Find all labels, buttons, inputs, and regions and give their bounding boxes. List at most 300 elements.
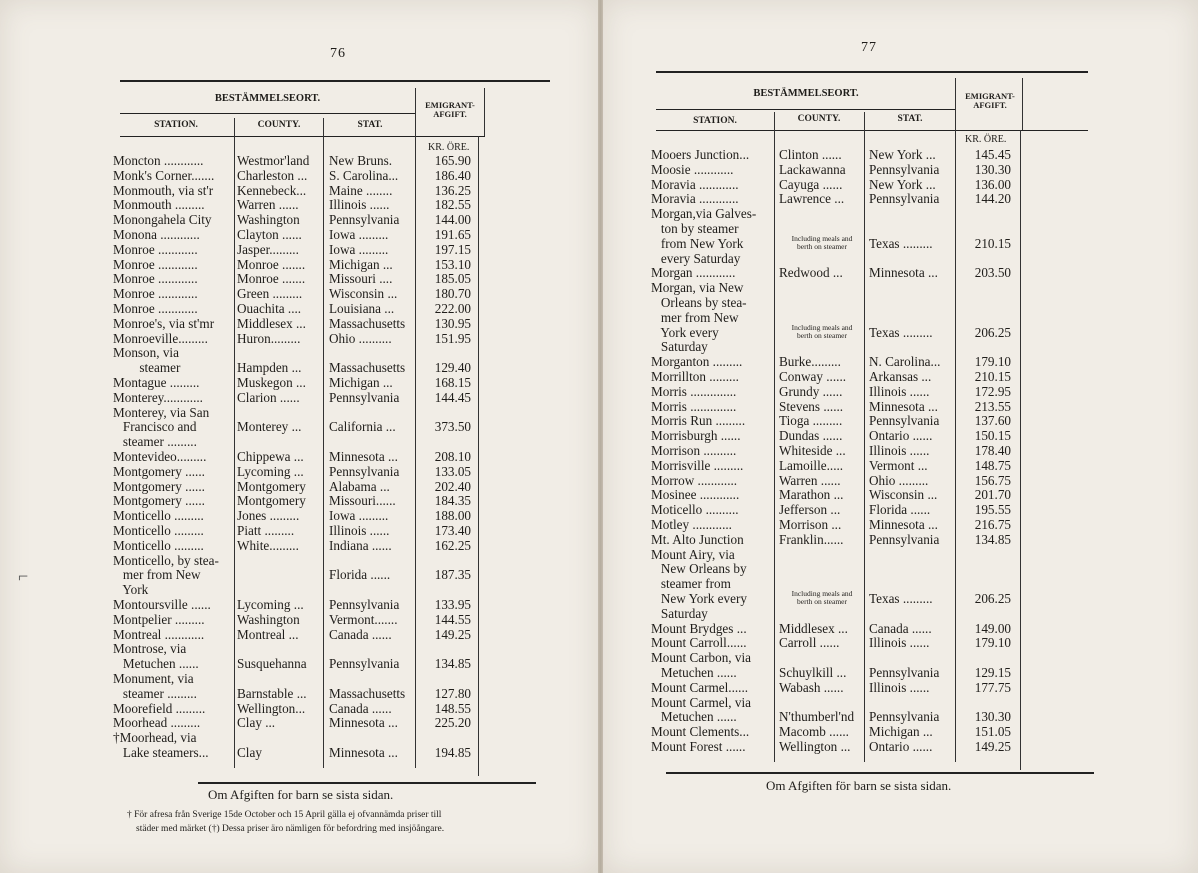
pencil-mark: ⌐ xyxy=(18,566,29,586)
table-row xyxy=(651,739,1023,754)
table-row xyxy=(651,384,1023,399)
county-cell: N'thumberl'nd xyxy=(779,709,855,725)
column-divider xyxy=(1022,78,1023,130)
header-bottom-rule xyxy=(656,130,1088,131)
station-cell: Moorhead ......... xyxy=(113,715,201,731)
table-row xyxy=(651,354,1023,369)
table-row xyxy=(651,517,1023,532)
fee-cell: 148.55 xyxy=(434,700,471,716)
station-cell: Morganton ......... xyxy=(651,354,743,370)
county-cell: Jones ......... xyxy=(237,508,300,524)
table-row xyxy=(113,745,483,760)
county-cell: Chippewa ... xyxy=(237,449,304,464)
meals-note: Including meals and berth on steamer xyxy=(791,590,853,606)
fee-cell: 179.10 xyxy=(974,635,1011,651)
station-cell: Monroe ............ xyxy=(113,286,198,302)
fee-cell: 206.25 xyxy=(974,591,1011,606)
state-cell: Florida ...... xyxy=(869,502,931,518)
table-row xyxy=(113,479,483,494)
station-cell: Montoursville ...... xyxy=(113,597,211,612)
column-divider xyxy=(484,88,485,136)
fee-cell: 130.30 xyxy=(974,161,1011,177)
table-row xyxy=(113,183,483,198)
state-cell: Iowa ......... xyxy=(329,227,389,242)
station-cell: from New York xyxy=(651,235,744,251)
station-cell: Monticello ......... xyxy=(113,508,204,524)
station-cell: steamer xyxy=(113,360,181,376)
county-cell: Clarion ...... xyxy=(237,389,300,405)
station-cell: steamer ......... xyxy=(113,685,197,701)
table-row xyxy=(113,730,483,745)
station-cell: Mount Carroll...... xyxy=(651,635,747,651)
station-cell: Monroe ............ xyxy=(113,271,198,287)
county-cell: Lackawanna xyxy=(779,161,846,177)
state-cell: Illinois ...... xyxy=(869,383,930,399)
state-cell: Wisconsin ... xyxy=(869,487,938,503)
county-cell: Montgomery xyxy=(237,493,306,509)
station-cell: Saturday xyxy=(651,605,708,621)
fee-cell: 191.65 xyxy=(434,227,471,242)
table-row xyxy=(651,177,1023,192)
table-row xyxy=(113,242,483,257)
county-cell: Franklin...... xyxy=(779,531,844,547)
table-row xyxy=(651,473,1023,488)
table-row xyxy=(651,147,1023,162)
table-row xyxy=(651,280,1023,295)
state-cell: New York ... xyxy=(869,176,936,192)
table-bottom-rule xyxy=(198,782,536,784)
county-cell: Stevens ...... xyxy=(779,398,844,414)
county-cell: Muskegon ... xyxy=(237,375,306,390)
fee-cell: 177.75 xyxy=(974,679,1011,695)
county-cell: Monterey ... xyxy=(237,419,302,435)
station-cell: ton by steamer xyxy=(651,221,739,236)
station-cell: steamer from xyxy=(651,576,731,592)
table-row xyxy=(113,656,483,671)
fee-cell: 130.30 xyxy=(974,709,1011,725)
fee-cell: 134.85 xyxy=(974,531,1011,547)
station-cell: York xyxy=(113,582,149,598)
station-cell: Morrillton ......... xyxy=(651,369,739,384)
station-cell: Morrow ............ xyxy=(651,472,738,488)
fee-cell: 187.35 xyxy=(434,567,471,583)
right-page xyxy=(603,0,1198,873)
state-cell: Wisconsin ... xyxy=(329,286,398,302)
county-cell: Middlesex ... xyxy=(237,315,306,331)
page-number: 77 xyxy=(861,40,877,55)
state-cell: Pennsylvania xyxy=(329,389,400,405)
table-row xyxy=(651,532,1023,547)
county-cell: Schuylkill ... xyxy=(779,665,847,680)
state-cell: Texas ......... xyxy=(869,591,933,606)
county-cell: Monroe ....... xyxy=(237,256,306,272)
state-cell: Ontario ...... xyxy=(869,428,933,444)
state-cell: Pennsylvania xyxy=(869,531,940,547)
table-row xyxy=(651,325,1023,340)
state-cell: Minnesota ... xyxy=(869,265,938,281)
state-cell: Massachusetts xyxy=(329,685,406,701)
table-row xyxy=(651,709,1023,724)
state-cell: Vermont ... xyxy=(869,457,928,473)
state-cell: Michigan ... xyxy=(329,375,393,390)
table-row xyxy=(651,251,1023,266)
table-row xyxy=(651,576,1023,591)
county-cell: Clayton ...... xyxy=(237,227,302,242)
state-cell: Ohio ......... xyxy=(869,472,929,488)
state-cell: Louisiana ... xyxy=(329,301,395,316)
station-cell: Metuchen ...... xyxy=(651,709,737,725)
table-row xyxy=(113,197,483,212)
header-divider xyxy=(120,113,415,114)
station-cell: Montevideo......... xyxy=(113,449,207,464)
table-row xyxy=(113,168,483,183)
fee-cell: 136.00 xyxy=(974,176,1011,192)
station-cell: Orleans by stea- xyxy=(651,295,747,310)
station-cell: Mount Carmel, via xyxy=(651,694,751,710)
fee-cell: 178.40 xyxy=(974,443,1011,458)
county-cell: Redwood ... xyxy=(779,265,843,281)
station-header: STATION. xyxy=(154,120,198,130)
station-cell: Monticello ......... xyxy=(113,537,204,553)
station-cell: York every xyxy=(651,324,719,340)
county-cell: Jasper......... xyxy=(237,241,299,257)
footer-note: Om Afgiften for barn se sista sidan. xyxy=(208,787,394,802)
state-cell: Pennsylvania xyxy=(329,597,400,612)
state-cell: New Bruns. xyxy=(329,153,393,168)
county-cell: Dundas ...... xyxy=(779,428,843,444)
county-cell: Barnstable ... xyxy=(237,685,307,701)
fee-cell: 127.80 xyxy=(434,685,471,701)
station-cell: Lake steamers... xyxy=(113,745,209,760)
station-cell: Morrisburgh ...... xyxy=(651,428,741,444)
fee-cell: 185.05 xyxy=(434,271,471,287)
fee-cell: 184.35 xyxy=(434,493,471,509)
state-cell: Maine ........ xyxy=(329,182,393,198)
county-cell: Macomb ...... xyxy=(779,724,849,740)
state-cell: Pennsylvania xyxy=(329,656,400,672)
table-row xyxy=(651,236,1023,251)
station-cell: Moosie ............ xyxy=(651,161,734,177)
table-row xyxy=(651,413,1023,428)
table-row xyxy=(651,606,1023,621)
table-row xyxy=(113,286,483,301)
fee-cell: 145.45 xyxy=(974,147,1011,162)
station-cell: mer from New xyxy=(113,567,201,583)
station-cell: mer from New xyxy=(651,309,739,325)
table-row xyxy=(651,339,1023,354)
station-cell: Monmouth, via st'r xyxy=(113,182,214,198)
table-row xyxy=(113,715,483,730)
state-cell: Alabama ... xyxy=(329,478,390,494)
table-row xyxy=(113,331,483,346)
table-row xyxy=(651,621,1023,636)
table-row xyxy=(651,487,1023,502)
state-cell: Pennsylvania xyxy=(869,709,940,725)
fee-cell: 210.15 xyxy=(974,235,1011,251)
county-cell: Tioga ......... xyxy=(779,413,843,429)
state-cell: Minnesota ... xyxy=(329,745,398,760)
state-cell: Minnesota ... xyxy=(329,449,398,464)
fee-cell: 130.95 xyxy=(434,315,471,331)
fee-cell: 197.15 xyxy=(434,241,471,257)
header-bottom-rule xyxy=(120,136,485,137)
fee-header: EMIGRANT- AFGIFT. xyxy=(965,91,1015,110)
county-cell: Clinton ...... xyxy=(779,147,842,162)
county-cell: Morrison ... xyxy=(779,517,842,532)
table-row xyxy=(113,212,483,227)
table-row xyxy=(113,553,483,568)
station-cell: Monroeville......... xyxy=(113,330,208,346)
table-row xyxy=(113,567,483,582)
table-row xyxy=(113,597,483,612)
table-row xyxy=(651,724,1023,739)
fee-cell: 213.55 xyxy=(974,398,1011,414)
table-top-rule xyxy=(656,71,1088,73)
state-cell: Illinois ...... xyxy=(329,523,390,538)
fee-cell: 202.40 xyxy=(434,478,471,494)
state-cell: Ohio .......... xyxy=(329,330,392,346)
station-cell: Morgan, via New xyxy=(651,280,744,296)
station-cell: Moravia ............ xyxy=(651,191,739,207)
station-cell: Monson, via xyxy=(113,345,179,361)
station-cell: Metuchen ...... xyxy=(113,656,199,672)
table-row xyxy=(651,265,1023,280)
fee-cell: 162.25 xyxy=(434,537,471,553)
table-row xyxy=(651,221,1023,236)
station-cell: Montgomery ...... xyxy=(113,478,205,494)
station-cell: Montague ......... xyxy=(113,375,200,390)
station-cell: Mooers Junction... xyxy=(651,147,750,162)
county-cell: Clay xyxy=(237,745,262,760)
state-cell: Indiana ...... xyxy=(329,537,392,553)
state-cell: Canada ...... xyxy=(329,700,392,716)
station-cell: Motley ............ xyxy=(651,517,732,532)
county-cell: Warren ...... xyxy=(779,472,841,488)
state-cell: Illinois ...... xyxy=(869,635,930,651)
county-cell: Clay ... xyxy=(237,715,276,731)
table-row xyxy=(651,428,1023,443)
fee-cell: 203.50 xyxy=(974,265,1011,281)
state-cell: Pennsylvania xyxy=(869,665,940,680)
table-row xyxy=(651,561,1023,576)
table-row xyxy=(113,434,483,449)
fee-cell: 151.05 xyxy=(974,724,1011,740)
state-cell: Vermont....... xyxy=(329,611,398,627)
state-cell: Illinois ...... xyxy=(329,197,390,213)
county-cell: Grundy ...... xyxy=(779,383,843,399)
county-cell: Jefferson ... xyxy=(779,502,841,518)
fee-cell: 201.70 xyxy=(974,487,1011,503)
station-cell: Mount Brydges ... xyxy=(651,620,747,636)
table-row xyxy=(651,635,1023,650)
state-cell: Minnesota ... xyxy=(329,715,398,731)
state-cell: Pennsylvania xyxy=(869,191,940,207)
county-cell: Washington xyxy=(237,611,300,627)
county-cell: Middlesex ... xyxy=(779,620,848,636)
table-row xyxy=(651,295,1023,310)
destination-header: BESTÄMMELSEORT. xyxy=(753,88,859,99)
fee-cell: 156.75 xyxy=(974,472,1011,488)
county-cell: Warren ...... xyxy=(237,197,299,213)
station-cell: Mosinee ............ xyxy=(651,487,740,503)
state-cell: Texas ......... xyxy=(869,235,933,251)
county-cell: Green ......... xyxy=(237,286,303,302)
fee-cell: 208.10 xyxy=(434,449,471,464)
fee-cell: 188.00 xyxy=(434,508,471,524)
table-top-rule xyxy=(120,80,550,82)
county-cell: Montgomery xyxy=(237,478,306,494)
table-row xyxy=(113,301,483,316)
station-cell: Morgan ............ xyxy=(651,265,736,281)
fee-cell: 225.20 xyxy=(434,715,471,731)
state-cell: N. Carolina... xyxy=(869,354,941,370)
station-cell: Moticello .......... xyxy=(651,502,739,518)
station-cell: Monroe's, via st'mr xyxy=(113,315,215,331)
fee-cell: 133.05 xyxy=(434,463,471,479)
table-row xyxy=(651,547,1023,562)
table-row xyxy=(113,316,483,331)
fee-cell: 186.40 xyxy=(434,167,471,183)
table-row xyxy=(651,458,1023,473)
table-row xyxy=(113,449,483,464)
fee-cell: 134.85 xyxy=(434,656,471,672)
state-header: STAT. xyxy=(897,114,923,124)
table-row xyxy=(113,493,483,508)
station-cell: Mt. Alto Junction xyxy=(651,531,744,547)
meals-note: Including meals and berth on steamer xyxy=(791,234,853,251)
state-cell: Florida ...... xyxy=(329,567,391,583)
fee-header: EMIGRANT- AFGIFT. xyxy=(425,100,475,119)
header-divider xyxy=(656,109,956,110)
station-cell: steamer ......... xyxy=(113,434,197,450)
state-cell: Minnesota ... xyxy=(869,398,938,414)
station-cell: Monterey, via San xyxy=(113,404,210,420)
table-row xyxy=(651,206,1023,221)
station-cell: Saturday xyxy=(651,339,708,355)
station-cell: Monument, via xyxy=(113,671,194,686)
county-header: COUNTY. xyxy=(257,120,301,130)
fee-cell: 129.15 xyxy=(974,665,1011,680)
fee-cell: 151.95 xyxy=(434,330,471,346)
county-cell: Wellington ... xyxy=(779,739,851,754)
station-cell: Montrose, via xyxy=(113,641,187,657)
table-row xyxy=(651,695,1023,710)
fee-cell: 137.60 xyxy=(974,413,1011,429)
county-cell: Susquehanna xyxy=(237,656,307,672)
county-cell: Westmor'land xyxy=(237,153,310,168)
table-row xyxy=(113,686,483,701)
fee-cell: 195.55 xyxy=(974,502,1011,518)
table-row xyxy=(113,627,483,642)
station-cell: Monroe ............ xyxy=(113,256,198,272)
county-cell: Huron......... xyxy=(237,330,301,346)
table-row xyxy=(651,591,1023,606)
station-cell: Monongahela City xyxy=(113,212,212,228)
station-cell: Moorefield ......... xyxy=(113,700,206,716)
table-row xyxy=(113,405,483,420)
table-row xyxy=(113,271,483,286)
station-cell: Morris Run ......... xyxy=(651,413,746,429)
table-row xyxy=(651,502,1023,517)
station-cell: New York every xyxy=(651,591,747,606)
fee-cell: 149.00 xyxy=(974,620,1011,636)
fee-cell: 153.10 xyxy=(434,256,471,272)
fee-cell: 222.00 xyxy=(434,301,471,316)
station-cell: Moncton ............ xyxy=(113,153,204,168)
fee-cell: 179.10 xyxy=(974,354,1011,370)
station-cell: Mount Carmel...... xyxy=(651,679,749,695)
county-cell: Wabash ...... xyxy=(779,679,844,695)
county-cell: Charleston ... xyxy=(237,167,308,183)
table-row xyxy=(113,701,483,716)
station-cell: Montgomery ...... xyxy=(113,493,205,509)
fee-cell: 133.95 xyxy=(434,597,471,612)
table-row xyxy=(651,680,1023,695)
station-cell: Monk's Corner....... xyxy=(113,167,215,183)
table-row xyxy=(651,369,1023,384)
state-cell: Massachusetts xyxy=(329,360,406,376)
table-bottom-rule xyxy=(666,772,1094,774)
station-cell: Montgomery ...... xyxy=(113,463,205,479)
station-cell: Morris .............. xyxy=(651,383,737,399)
station-cell: Morris .............. xyxy=(651,398,737,414)
fee-cell: 144.45 xyxy=(434,389,471,405)
table-row xyxy=(651,399,1023,414)
station-cell: Monticello, by stea- xyxy=(113,552,219,568)
state-cell: New York ... xyxy=(869,147,936,162)
station-cell: Mount Forest ...... xyxy=(651,739,746,754)
station-cell: Moravia ............ xyxy=(651,176,739,192)
table-row xyxy=(651,191,1023,206)
fee-units: KR. ÖRE. xyxy=(965,134,1007,145)
state-cell: Illinois ...... xyxy=(869,679,930,695)
station-cell: †Moorhead, via xyxy=(113,730,197,746)
station-cell: every Saturday xyxy=(651,250,741,266)
station-cell: Monmouth ......... xyxy=(113,197,205,213)
station-cell: Mount Clements... xyxy=(651,724,750,740)
fee-cell: 168.15 xyxy=(434,375,471,390)
station-cell: Monterey............ xyxy=(113,389,203,405)
fee-cell: 182.55 xyxy=(434,197,471,213)
page-number: 76 xyxy=(330,46,346,61)
table-row xyxy=(113,582,483,597)
county-cell: Kennebeck... xyxy=(237,182,307,198)
fee-cell: 136.25 xyxy=(434,182,471,198)
table-row xyxy=(651,443,1023,458)
station-cell: Metuchen ...... xyxy=(651,665,737,680)
fee-cell: 206.25 xyxy=(974,324,1011,340)
station-cell: Mount Carbon, via xyxy=(651,650,751,666)
state-cell: Michigan ... xyxy=(869,724,933,740)
table-row xyxy=(113,508,483,523)
fee-cell: 144.55 xyxy=(434,611,471,627)
station-cell: Monona ............ xyxy=(113,227,200,242)
state-cell: Michigan ... xyxy=(329,256,393,272)
state-cell: S. Carolina... xyxy=(329,167,399,183)
county-cell: Hampden ... xyxy=(237,360,302,376)
station-cell: Monroe ............ xyxy=(113,241,198,257)
fee-cell: 210.15 xyxy=(974,369,1011,384)
fee-cell: 148.75 xyxy=(974,457,1011,473)
table-row xyxy=(113,612,483,627)
station-cell: Montreal ............ xyxy=(113,626,205,642)
station-cell: Morrison .......... xyxy=(651,443,737,458)
county-cell: Burke......... xyxy=(779,354,841,370)
state-cell: Texas ......... xyxy=(869,324,933,340)
table-row xyxy=(113,360,483,375)
county-cell: Conway ...... xyxy=(779,369,847,384)
county-cell: Lamoille..... xyxy=(779,457,844,473)
